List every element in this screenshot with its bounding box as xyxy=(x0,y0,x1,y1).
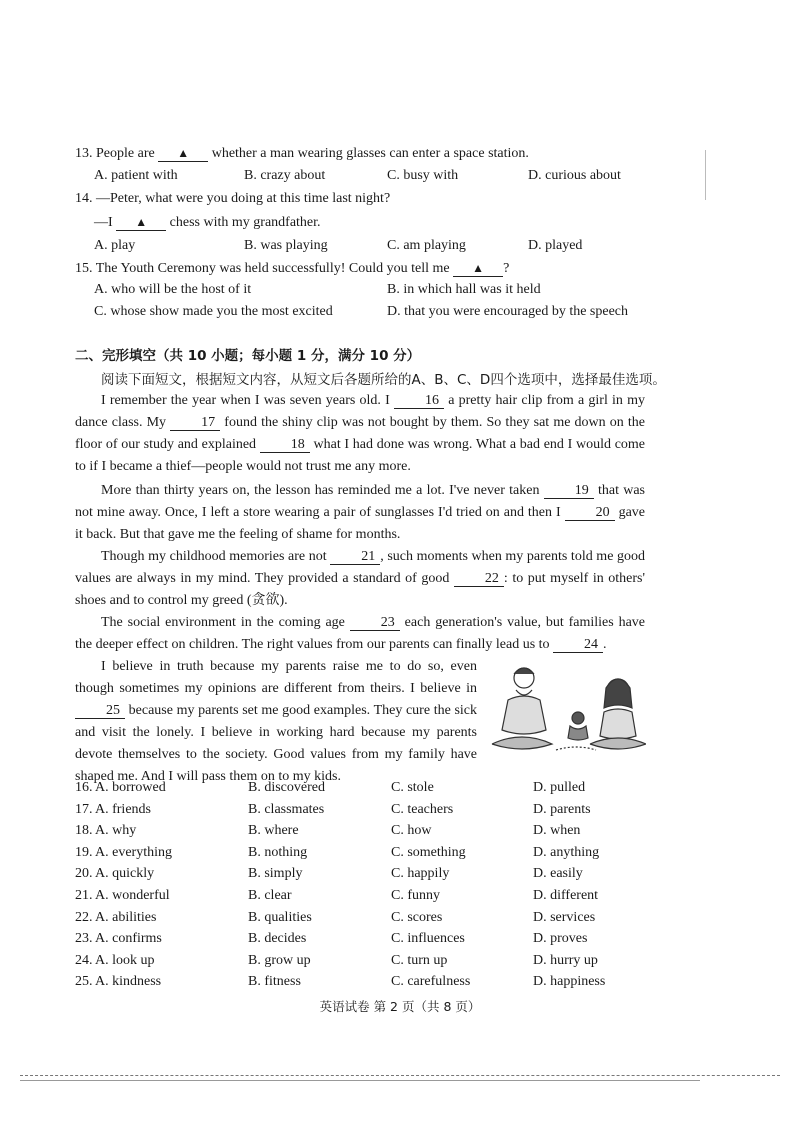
answer-blank: ▲ xyxy=(158,146,208,162)
question-number: 14. xyxy=(75,191,93,206)
choice-option-a: A. borrowed xyxy=(95,780,166,795)
answer-blank: ▲ xyxy=(453,261,503,277)
choice-option-d: D. hurry up xyxy=(533,952,598,968)
family-illustration xyxy=(486,660,646,760)
choice-option-d: D. when xyxy=(533,823,581,839)
question-14-response xyxy=(94,215,321,231)
scan-bottom-line xyxy=(20,1080,700,1081)
choice-option-a: A. why xyxy=(95,823,137,839)
question-stem: whether a man wearing glasses can enter a space station. xyxy=(211,146,529,161)
cloze-blank-25: 25 xyxy=(75,703,125,719)
family-sketch-icon xyxy=(486,660,646,760)
scan-edge-mark xyxy=(705,150,706,200)
cloze-blank-19: 19 xyxy=(544,483,594,499)
choice-option-c: C. funny xyxy=(391,888,440,903)
choice-option-b: B. clear xyxy=(248,888,292,903)
page-footer: 英语试卷 第 2 页（共 8 页） xyxy=(319,999,481,1014)
choice-option-b: B. where xyxy=(248,823,299,839)
choice-option-a: A. kindness xyxy=(95,974,162,990)
choice-option-b: B. nothing xyxy=(248,844,308,860)
choice-option-b: B. fitness xyxy=(248,974,301,990)
choice-option-d: D. proves xyxy=(533,931,588,947)
option-a: A. patient with xyxy=(94,168,178,183)
choice-option-b: B. qualities xyxy=(248,909,312,925)
option-c: C. busy with xyxy=(387,168,459,183)
choice-option-d: D. pulled xyxy=(533,780,586,795)
cloze-blank-22: 22 xyxy=(454,571,504,587)
choice-option-a: A. abilities xyxy=(95,909,157,925)
choice-option-c: C. stole xyxy=(391,780,434,795)
choice-option-a: A. confirms xyxy=(95,931,162,947)
cloze-blank-16: 16 xyxy=(394,393,444,409)
cloze-blank-18: 18 xyxy=(260,437,310,453)
question-stem: ? xyxy=(503,261,510,276)
section-instruction: 阅读下面短文，根据短文内容，从短文后各题所给的A、B、C、D四个选项中，选择最佳选项。 xyxy=(101,372,666,388)
choice-number: 18. xyxy=(75,823,93,839)
choice-number: 24. xyxy=(75,952,93,968)
question-stem: The Youth Ceremony was held successfully! Could you tell me xyxy=(95,261,450,276)
choice-option-c: C. happily xyxy=(391,866,450,882)
scan-dashed-line xyxy=(20,1075,780,1076)
passage-paragraph-3: Though my childhood memories are not 21 , such moments when my parents told me good values are always in my mind. They provided a standard of good 22 : to put myself in others' shoes and to control my greed (贪欲). xyxy=(75,549,646,608)
choice-option-c: C. scores xyxy=(391,909,443,925)
choice-option-b: B. decides xyxy=(248,931,307,947)
option-d: D. played xyxy=(528,238,583,253)
choice-option-c: C. influences xyxy=(391,931,465,947)
choice-number: 22. xyxy=(75,909,93,925)
choice-option-d: D. happiness xyxy=(533,974,606,990)
choice-number: 20. xyxy=(75,866,93,882)
option-c: C. whose show made you the most excited xyxy=(94,304,333,319)
choice-number: 17. xyxy=(75,801,93,817)
choice-option-a: A. wonderful xyxy=(95,888,170,903)
section-heading: 二、完形填空（共 10 小题；每小题 1 分，满分 10 分） xyxy=(75,348,421,364)
choice-option-b: B. discovered xyxy=(248,780,325,795)
question-14 xyxy=(75,191,390,207)
question-15 xyxy=(75,261,509,277)
choice-number: 19. xyxy=(75,844,93,860)
choice-option-d: D. services xyxy=(533,909,596,925)
option-b: B. crazy about xyxy=(244,168,326,183)
option-a: A. who will be the host of it xyxy=(94,282,252,297)
choice-number: 16. xyxy=(75,780,93,795)
question-stem: People are xyxy=(96,146,155,161)
question-stem: —I xyxy=(94,215,113,230)
cloze-blank-17: 17 xyxy=(170,415,220,431)
option-d: D. curious about xyxy=(528,168,621,183)
option-b: B. was playing xyxy=(244,238,328,253)
choice-number: 21. xyxy=(75,888,93,903)
choice-option-b: B. classmates xyxy=(248,801,325,817)
choice-option-d: D. parents xyxy=(533,801,591,817)
cloze-blank-21: 21 xyxy=(330,549,380,565)
choice-option-a: A. quickly xyxy=(95,866,155,882)
choice-number: 23. xyxy=(75,931,93,947)
question-stem: chess with my grandfather. xyxy=(169,215,321,230)
cloze-blank-24: 24 xyxy=(553,637,603,653)
cloze-blank-20: 20 xyxy=(565,505,615,521)
choice-option-c: C. something xyxy=(391,844,466,860)
choice-option-d: D. different xyxy=(533,888,599,903)
option-b: B. in which hall was it held xyxy=(387,282,541,297)
cloze-blank-23: 23 xyxy=(350,615,400,631)
choice-option-a: A. friends xyxy=(95,801,151,817)
choice-option-d: D. anything xyxy=(533,844,600,860)
choice-option-c: C. carefulness xyxy=(391,974,471,990)
question-number: 15. xyxy=(75,261,93,276)
choice-option-d: D. easily xyxy=(533,866,583,882)
choice-option-a: A. look up xyxy=(95,952,155,968)
question-stem: —Peter, what were you doing at this time last night? xyxy=(96,191,391,206)
choice-option-c: C. turn up xyxy=(391,952,448,968)
choice-option-c: C. teachers xyxy=(391,801,454,817)
option-c: C. am playing xyxy=(387,238,466,253)
choice-option-b: B. simply xyxy=(248,866,303,882)
choice-number: 25. xyxy=(75,974,93,990)
option-a: A. play xyxy=(94,238,136,253)
passage-paragraph-4: The social environment in the coming age 23 each generation's value, but families have the deeper effect on children. The right values from our parents can finally lead us to 24 . xyxy=(75,615,646,652)
passage-paragraph-1: I remember the year when I was seven years old. I 16 a pretty hair clip from a girl in my dance class. My 17 found the shiny clip was not bought by them. So they sat me down on the floor of our study and explained 18 what I had done was wrong. What a bad end I would come to if I became a thief—people would not trust me any more. xyxy=(75,393,646,474)
question-number: 13. xyxy=(75,146,93,161)
question-13 xyxy=(75,146,529,162)
choice-option-a: A. everything xyxy=(95,844,172,860)
passage-paragraph-2: More than thirty years on, the lesson has reminded me a lot. I've never taken 19 that was not mine away. Once, I left a store wearing a pair of sunglasses I'd tried on and then I 20 gave it back. But that gave me the feeling of shame for months. xyxy=(75,483,646,542)
option-d: D. that you were encouraged by the speech xyxy=(387,304,629,319)
choice-option-b: B. grow up xyxy=(248,952,311,968)
choice-option-c: C. how xyxy=(391,823,432,839)
answer-blank: ▲ xyxy=(116,215,166,231)
passage-paragraph-5: I believe in truth because my parents raise me to do so, even though sometimes my opinions are different from theirs. I believe in 25 because my parents set me good examples. They cure the sick and visit the lonely. I believe in working hard because my parents devote themselves to the society. Good values from my family have shaped me. And I will pass them on to my kids. xyxy=(75,659,478,784)
